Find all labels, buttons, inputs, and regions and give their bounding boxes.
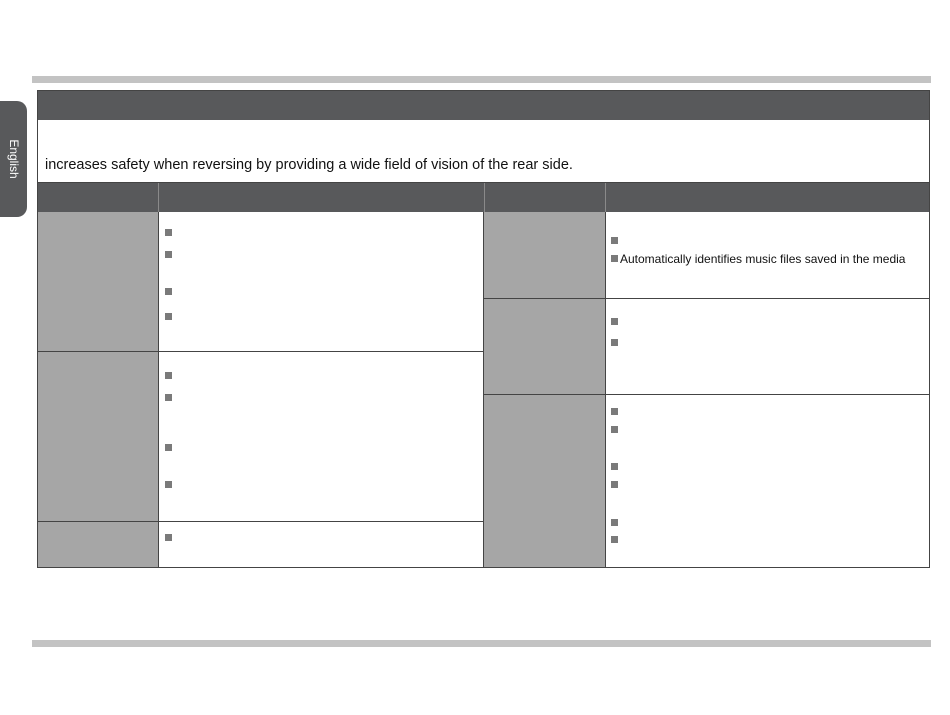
list-bullet — [165, 481, 172, 488]
list-bullet — [611, 481, 618, 488]
list-bullet — [611, 237, 618, 244]
top-divider-rule — [32, 76, 931, 83]
table-header-bar — [38, 183, 929, 212]
list-bullet — [165, 444, 172, 451]
column-divider — [158, 212, 159, 567]
header-divider — [605, 183, 606, 212]
language-tab — [0, 101, 27, 217]
table-title-bar — [38, 91, 929, 120]
header-divider — [484, 183, 485, 212]
list-bullet — [611, 255, 618, 262]
language-tab-label: English — [6, 139, 21, 179]
list-bullet — [611, 408, 618, 415]
column-divider — [605, 212, 606, 567]
list-bullet — [611, 318, 618, 325]
list-bullet — [611, 463, 618, 470]
list-bullet — [611, 519, 618, 526]
list-bullet — [611, 426, 618, 433]
media-autodetect-text: Automatically identifies music files saved in the media — [620, 252, 906, 266]
intro-section — [38, 120, 929, 183]
list-bullet — [165, 229, 172, 236]
list-bullet — [165, 394, 172, 401]
intro-text: increases safety when reversing by providing a wide field of vision of the rear side. — [45, 157, 573, 173]
row-separator — [38, 521, 484, 522]
list-bullet — [165, 288, 172, 295]
row-separator — [484, 298, 929, 299]
row-separator — [484, 394, 929, 395]
list-bullet — [165, 372, 172, 379]
right-label-column — [484, 212, 605, 567]
list-bullet — [165, 313, 172, 320]
list-bullet — [165, 251, 172, 258]
row-separator — [38, 351, 484, 352]
feature-table — [37, 90, 930, 568]
list-bullet — [165, 534, 172, 541]
header-divider — [158, 183, 159, 212]
list-bullet — [611, 536, 618, 543]
list-bullet — [611, 339, 618, 346]
column-divider — [483, 212, 484, 567]
bottom-divider-rule — [32, 640, 931, 647]
left-label-column — [38, 212, 158, 567]
